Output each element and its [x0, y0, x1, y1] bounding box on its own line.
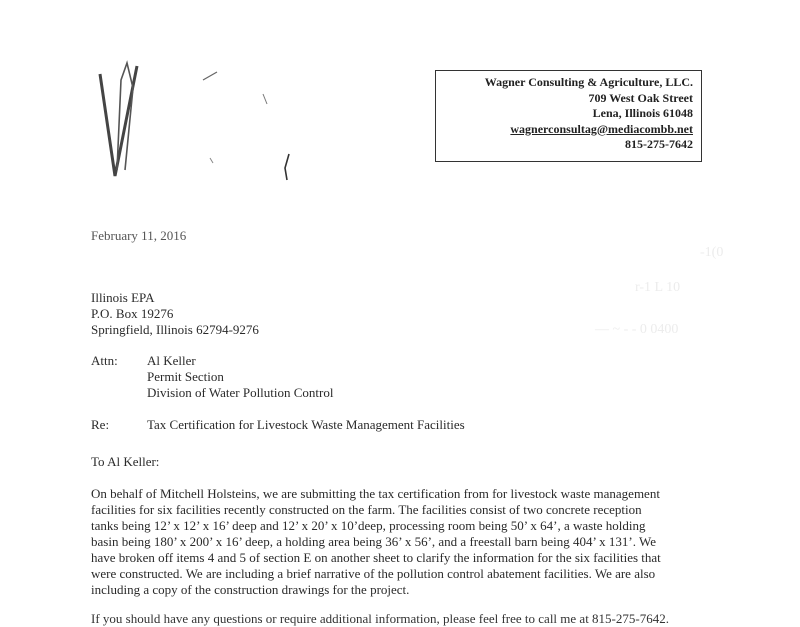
attn-label: Attn:: [91, 353, 118, 368]
bleed-through-mark: — ~ - - 0 0400: [595, 322, 679, 337]
attn-division: Division of Water Pollution Control: [147, 385, 334, 400]
recipient-line: Illinois EPA: [91, 290, 155, 305]
company-logo: [95, 58, 365, 188]
company-city: Lena, Illinois 61048: [592, 106, 693, 120]
company-street: 709 West Oak Street: [588, 90, 693, 105]
attn-block: [147, 353, 334, 401]
attn-name: Al Keller: [147, 353, 196, 368]
company-name: Wagner Consulting & Agriculture, LLC.: [484, 75, 693, 89]
recipient-line: Springfield, Illinois 62794-9276: [91, 322, 259, 337]
body-paragraph: On behalf of Mitchell Holsteins, we are submitting the tax certification from for livestock waste management facilities for six facilities recently constructed on the farm. The facilities consist of two concrete reception tanks being 12’ x 12’ x 16’ deep and 12’ x 20’ x 10’deep, processing room being 50’ x 64’, a waste holding basin being 180’ x 200’ x 16’ deep, a holding area being 36’ x 56’, and a freestall barn being 404’ x 131’. We have broken off items 4 and 5 of section E on another sheet to clarify the information for the six facilities that were constructed. We are including a brief narrative of the pollution control abatement facilities. We are also including a copy of the construction drawings for the project.: [91, 486, 661, 597]
letterhead-box: [435, 70, 702, 162]
recipient-line: P.O. Box 19276: [91, 306, 174, 321]
company-email-link[interactable]: wagnerconsultag@mediacombb.net: [510, 121, 693, 136]
subject-line: Tax Certification for Livestock Waste Management Facilities: [147, 417, 465, 432]
bleed-through-mark: r-1 L 10: [635, 280, 681, 295]
recipient-address: [91, 290, 259, 338]
company-phone: 815-275-7642: [625, 137, 693, 151]
letter-date: February 11, 2016: [91, 228, 187, 243]
attn-section: Permit Section: [147, 369, 224, 384]
bleed-through-mark: -1(0: [700, 245, 724, 260]
salutation: To Al Keller:: [91, 454, 160, 469]
re-label: Re:: [91, 417, 110, 432]
body-cut-off-line: If you should have any questions or require additional information, please feel free to call me at 815-275-7642.: [91, 611, 669, 626]
